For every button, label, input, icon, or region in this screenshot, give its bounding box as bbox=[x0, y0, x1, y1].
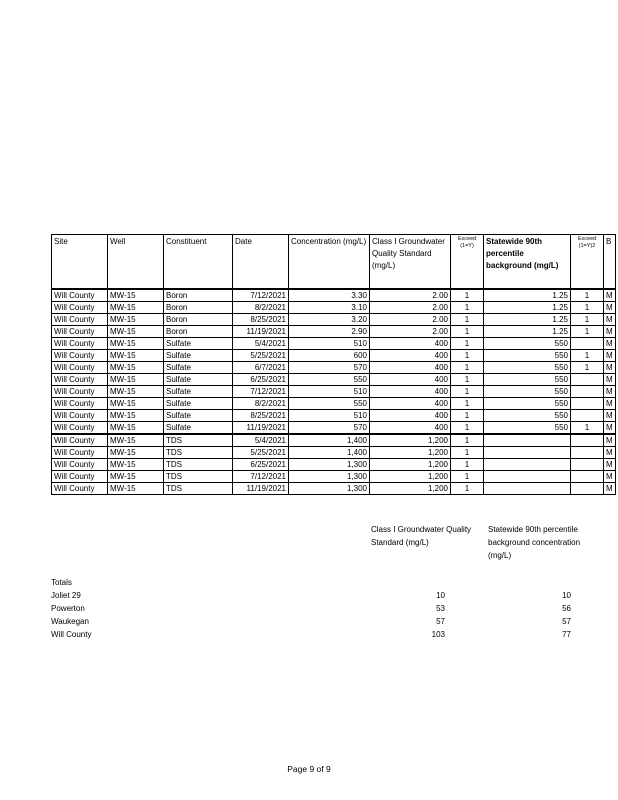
cell-statewide: 550 bbox=[484, 398, 571, 410]
cell-well: MW-15 bbox=[108, 471, 164, 483]
cell-site: Will County bbox=[52, 374, 108, 386]
cell-well: MW-15 bbox=[108, 338, 164, 350]
cell-exceed1: 1 bbox=[451, 326, 484, 338]
cell-constituent: Sulfate bbox=[164, 362, 233, 374]
cell-concentration: 600 bbox=[289, 350, 370, 362]
exceedance-table bbox=[51, 234, 616, 495]
cell-statewide: 1.25 bbox=[484, 314, 571, 326]
cell-date: 8/25/2021 bbox=[233, 410, 289, 422]
cell-constituent: Sulfate bbox=[164, 374, 233, 386]
cell-well: MW-15 bbox=[108, 362, 164, 374]
cell-statewide: 550 bbox=[484, 374, 571, 386]
cell-exceed2: 1 bbox=[571, 302, 604, 314]
cell-class1: 400 bbox=[370, 350, 451, 362]
cell-constituent: TDS bbox=[164, 459, 233, 471]
cell-exceed1: 1 bbox=[451, 289, 484, 302]
cell-date: 7/12/2021 bbox=[233, 289, 289, 302]
cell-constituent: TDS bbox=[164, 434, 233, 447]
cell-extra: M bbox=[604, 483, 616, 495]
cell-exceed1: 1 bbox=[451, 483, 484, 495]
cell-well: MW-15 bbox=[108, 302, 164, 314]
cell-date: 6/7/2021 bbox=[233, 362, 289, 374]
cell-constituent: Sulfate bbox=[164, 422, 233, 435]
totals-class1-value: 103 bbox=[431, 630, 445, 639]
cell-exceed2: 1 bbox=[571, 289, 604, 302]
cell-statewide bbox=[484, 471, 571, 483]
cell-exceed1: 1 bbox=[451, 410, 484, 422]
cell-statewide bbox=[484, 434, 571, 447]
cell-well: MW-15 bbox=[108, 314, 164, 326]
cell-exceed1: 1 bbox=[451, 350, 484, 362]
cell-concentration: 3.10 bbox=[289, 302, 370, 314]
cell-site: Will County bbox=[52, 386, 108, 398]
cell-date: 11/19/2021 bbox=[233, 422, 289, 435]
cell-exceed2 bbox=[571, 374, 604, 386]
cell-exceed1: 1 bbox=[451, 314, 484, 326]
cell-exceed2: 1 bbox=[571, 362, 604, 374]
totals-site-name: Joliet 29 bbox=[51, 591, 81, 600]
cell-class1: 2.00 bbox=[370, 289, 451, 302]
cell-date: 6/25/2021 bbox=[233, 459, 289, 471]
cell-site: Will County bbox=[52, 422, 108, 435]
totals-label-row bbox=[51, 576, 571, 589]
totals-site-name: Powerton bbox=[51, 604, 85, 613]
header-statewide-background: Statewide 90th percentile background (mg/L) bbox=[484, 235, 571, 290]
cell-site: Will County bbox=[52, 398, 108, 410]
cell-site: Will County bbox=[52, 410, 108, 422]
cell-exceed2: 1 bbox=[571, 314, 604, 326]
table-row bbox=[52, 338, 616, 350]
cell-exceed2 bbox=[571, 338, 604, 350]
cell-exceed2 bbox=[571, 398, 604, 410]
cell-concentration: 510 bbox=[289, 410, 370, 422]
cell-exceed2: 1 bbox=[571, 422, 604, 435]
table-row bbox=[52, 483, 616, 495]
cell-extra: M bbox=[604, 447, 616, 459]
cell-concentration: 570 bbox=[289, 362, 370, 374]
cell-extra: M bbox=[604, 338, 616, 350]
cell-exceed1: 1 bbox=[451, 386, 484, 398]
cell-exceed1: 1 bbox=[451, 362, 484, 374]
cell-extra: M bbox=[604, 362, 616, 374]
cell-class1: 400 bbox=[370, 398, 451, 410]
cell-class1: 400 bbox=[370, 386, 451, 398]
cell-constituent: Boron bbox=[164, 289, 233, 302]
header-date: Date bbox=[233, 235, 289, 290]
cell-well: MW-15 bbox=[108, 483, 164, 495]
table-row bbox=[52, 434, 616, 447]
cell-concentration: 3.20 bbox=[289, 314, 370, 326]
cell-statewide: 1.25 bbox=[484, 326, 571, 338]
cell-statewide: 550 bbox=[484, 410, 571, 422]
cell-exceed1: 1 bbox=[451, 302, 484, 314]
cell-exceed2 bbox=[571, 386, 604, 398]
table-row bbox=[52, 459, 616, 471]
cell-concentration: 510 bbox=[289, 386, 370, 398]
header-site: Site bbox=[52, 235, 108, 290]
cell-statewide: 550 bbox=[484, 338, 571, 350]
cell-constituent: Sulfate bbox=[164, 398, 233, 410]
cell-exceed1: 1 bbox=[451, 422, 484, 435]
table-row bbox=[52, 302, 616, 314]
cell-date: 7/12/2021 bbox=[233, 386, 289, 398]
totals-row bbox=[51, 615, 571, 628]
cell-well: MW-15 bbox=[108, 350, 164, 362]
cell-statewide: 550 bbox=[484, 386, 571, 398]
totals-site-name: Waukegan bbox=[51, 617, 89, 626]
cell-exceed2 bbox=[571, 447, 604, 459]
totals-class1-value: 53 bbox=[436, 604, 445, 613]
cell-exceed2 bbox=[571, 434, 604, 447]
table-row bbox=[52, 314, 616, 326]
cell-well: MW-15 bbox=[108, 398, 164, 410]
cell-statewide: 550 bbox=[484, 362, 571, 374]
cell-concentration: 2.90 bbox=[289, 326, 370, 338]
table-row bbox=[52, 289, 616, 302]
table-header-row bbox=[52, 235, 616, 290]
cell-site: Will County bbox=[52, 434, 108, 447]
cell-exceed1: 1 bbox=[451, 338, 484, 350]
cell-exceed2 bbox=[571, 459, 604, 471]
cell-class1: 2.00 bbox=[370, 326, 451, 338]
cell-extra: M bbox=[604, 326, 616, 338]
cell-statewide: 1.25 bbox=[484, 289, 571, 302]
cell-site: Will County bbox=[52, 338, 108, 350]
table-row bbox=[52, 471, 616, 483]
totals-statewide-value: 56 bbox=[562, 604, 571, 613]
header-extra: B bbox=[604, 235, 616, 290]
cell-statewide bbox=[484, 459, 571, 471]
cell-constituent: TDS bbox=[164, 471, 233, 483]
totals-class1-value: 10 bbox=[436, 591, 445, 600]
header-exceed: Exceed (1=Y) bbox=[451, 235, 484, 290]
totals-class1-header: Class I Groundwater Quality Standard (mg/L) bbox=[371, 525, 472, 547]
cell-statewide bbox=[484, 447, 571, 459]
cell-constituent: TDS bbox=[164, 483, 233, 495]
totals-section bbox=[51, 523, 581, 643]
totals-class1-value: 57 bbox=[436, 617, 445, 626]
cell-constituent: Sulfate bbox=[164, 410, 233, 422]
cell-extra: M bbox=[604, 471, 616, 483]
cell-concentration: 1,300 bbox=[289, 483, 370, 495]
table-row bbox=[52, 374, 616, 386]
cell-well: MW-15 bbox=[108, 447, 164, 459]
cell-constituent: Sulfate bbox=[164, 338, 233, 350]
cell-constituent: Boron bbox=[164, 326, 233, 338]
cell-class1: 1,200 bbox=[370, 434, 451, 447]
cell-date: 5/25/2021 bbox=[233, 350, 289, 362]
cell-extra: M bbox=[604, 459, 616, 471]
cell-concentration: 510 bbox=[289, 338, 370, 350]
cell-well: MW-15 bbox=[108, 374, 164, 386]
cell-extra: M bbox=[604, 350, 616, 362]
cell-extra: M bbox=[604, 289, 616, 302]
cell-concentration: 3.30 bbox=[289, 289, 370, 302]
header-well: Well bbox=[108, 235, 164, 290]
cell-class1: 1,200 bbox=[370, 471, 451, 483]
cell-site: Will County bbox=[52, 314, 108, 326]
cell-exceed1: 1 bbox=[451, 398, 484, 410]
totals-row bbox=[51, 602, 571, 615]
cell-extra: M bbox=[604, 434, 616, 447]
cell-extra: M bbox=[604, 386, 616, 398]
cell-site: Will County bbox=[52, 459, 108, 471]
table-row bbox=[52, 398, 616, 410]
cell-concentration: 1,400 bbox=[289, 434, 370, 447]
cell-site: Will County bbox=[52, 471, 108, 483]
cell-date: 5/25/2021 bbox=[233, 447, 289, 459]
cell-extra: M bbox=[604, 314, 616, 326]
cell-statewide bbox=[484, 483, 571, 495]
totals-statewide-header: Statewide 90th percentile background concentration (mg/L) bbox=[488, 525, 581, 560]
header-concentration: Concentration (mg/L) bbox=[289, 235, 370, 290]
cell-date: 5/4/2021 bbox=[233, 434, 289, 447]
cell-exceed1: 1 bbox=[451, 374, 484, 386]
cell-extra: M bbox=[604, 374, 616, 386]
cell-constituent: Boron bbox=[164, 302, 233, 314]
cell-extra: M bbox=[604, 302, 616, 314]
page-number: Page 9 of 9 bbox=[287, 764, 331, 774]
cell-class1: 400 bbox=[370, 362, 451, 374]
cell-extra: M bbox=[604, 398, 616, 410]
cell-concentration: 1,300 bbox=[289, 459, 370, 471]
cell-class1: 400 bbox=[370, 422, 451, 435]
cell-site: Will County bbox=[52, 302, 108, 314]
cell-statewide: 550 bbox=[484, 422, 571, 435]
cell-class1: 1,200 bbox=[370, 459, 451, 471]
header-exceed-2: Exceed (1=Y)2 bbox=[571, 235, 604, 290]
cell-class1: 2.00 bbox=[370, 314, 451, 326]
cell-site: Will County bbox=[52, 289, 108, 302]
table-row bbox=[52, 362, 616, 374]
cell-constituent: Sulfate bbox=[164, 350, 233, 362]
cell-exceed1: 1 bbox=[451, 471, 484, 483]
table-row bbox=[52, 350, 616, 362]
cell-site: Will County bbox=[52, 447, 108, 459]
cell-class1: 1,200 bbox=[370, 447, 451, 459]
cell-date: 11/19/2021 bbox=[233, 326, 289, 338]
cell-exceed1: 1 bbox=[451, 459, 484, 471]
cell-constituent: Boron bbox=[164, 314, 233, 326]
cell-site: Will County bbox=[52, 350, 108, 362]
cell-well: MW-15 bbox=[108, 434, 164, 447]
table-row bbox=[52, 422, 616, 435]
header-constituent: Constituent bbox=[164, 235, 233, 290]
cell-concentration: 1,300 bbox=[289, 471, 370, 483]
totals-statewide-value: 77 bbox=[562, 630, 571, 639]
cell-well: MW-15 bbox=[108, 386, 164, 398]
table-row bbox=[52, 326, 616, 338]
cell-site: Will County bbox=[52, 362, 108, 374]
cell-concentration: 550 bbox=[289, 374, 370, 386]
cell-date: 6/25/2021 bbox=[233, 374, 289, 386]
cell-date: 5/4/2021 bbox=[233, 338, 289, 350]
cell-date: 7/12/2021 bbox=[233, 471, 289, 483]
table-row bbox=[52, 410, 616, 422]
cell-exceed2: 1 bbox=[571, 350, 604, 362]
cell-class1: 1,200 bbox=[370, 483, 451, 495]
totals-statewide-value: 10 bbox=[562, 591, 571, 600]
cell-exceed2 bbox=[571, 483, 604, 495]
cell-well: MW-15 bbox=[108, 410, 164, 422]
cell-date: 8/25/2021 bbox=[233, 314, 289, 326]
cell-class1: 400 bbox=[370, 410, 451, 422]
cell-statewide: 550 bbox=[484, 350, 571, 362]
cell-extra: M bbox=[604, 410, 616, 422]
totals-site-name: Will County bbox=[51, 630, 92, 639]
cell-statewide: 1.25 bbox=[484, 302, 571, 314]
cell-class1: 400 bbox=[370, 338, 451, 350]
cell-exceed1: 1 bbox=[451, 434, 484, 447]
cell-exceed2 bbox=[571, 410, 604, 422]
cell-class1: 2.00 bbox=[370, 302, 451, 314]
cell-constituent: TDS bbox=[164, 447, 233, 459]
cell-exceed2: 1 bbox=[571, 326, 604, 338]
cell-concentration: 1,400 bbox=[289, 447, 370, 459]
totals-label: Totals bbox=[51, 578, 72, 587]
cell-site: Will County bbox=[52, 483, 108, 495]
table-row bbox=[52, 386, 616, 398]
totals-row bbox=[51, 628, 571, 641]
cell-constituent: Sulfate bbox=[164, 386, 233, 398]
cell-date: 8/2/2021 bbox=[233, 398, 289, 410]
cell-well: MW-15 bbox=[108, 422, 164, 435]
table-body bbox=[52, 289, 616, 495]
cell-date: 11/19/2021 bbox=[233, 483, 289, 495]
cell-exceed2 bbox=[571, 471, 604, 483]
totals-statewide-value: 57 bbox=[562, 617, 571, 626]
cell-site: Will County bbox=[52, 326, 108, 338]
cell-well: MW-15 bbox=[108, 326, 164, 338]
cell-concentration: 550 bbox=[289, 398, 370, 410]
cell-extra: M bbox=[604, 422, 616, 435]
table-row bbox=[52, 447, 616, 459]
cell-date: 8/2/2021 bbox=[233, 302, 289, 314]
header-class1-standard: Class I Groundwater Quality Standard (mg/L) bbox=[370, 235, 451, 290]
cell-well: MW-15 bbox=[108, 459, 164, 471]
cell-well: MW-15 bbox=[108, 289, 164, 302]
cell-class1: 400 bbox=[370, 374, 451, 386]
cell-concentration: 570 bbox=[289, 422, 370, 435]
cell-exceed1: 1 bbox=[451, 447, 484, 459]
totals-row bbox=[51, 589, 571, 602]
